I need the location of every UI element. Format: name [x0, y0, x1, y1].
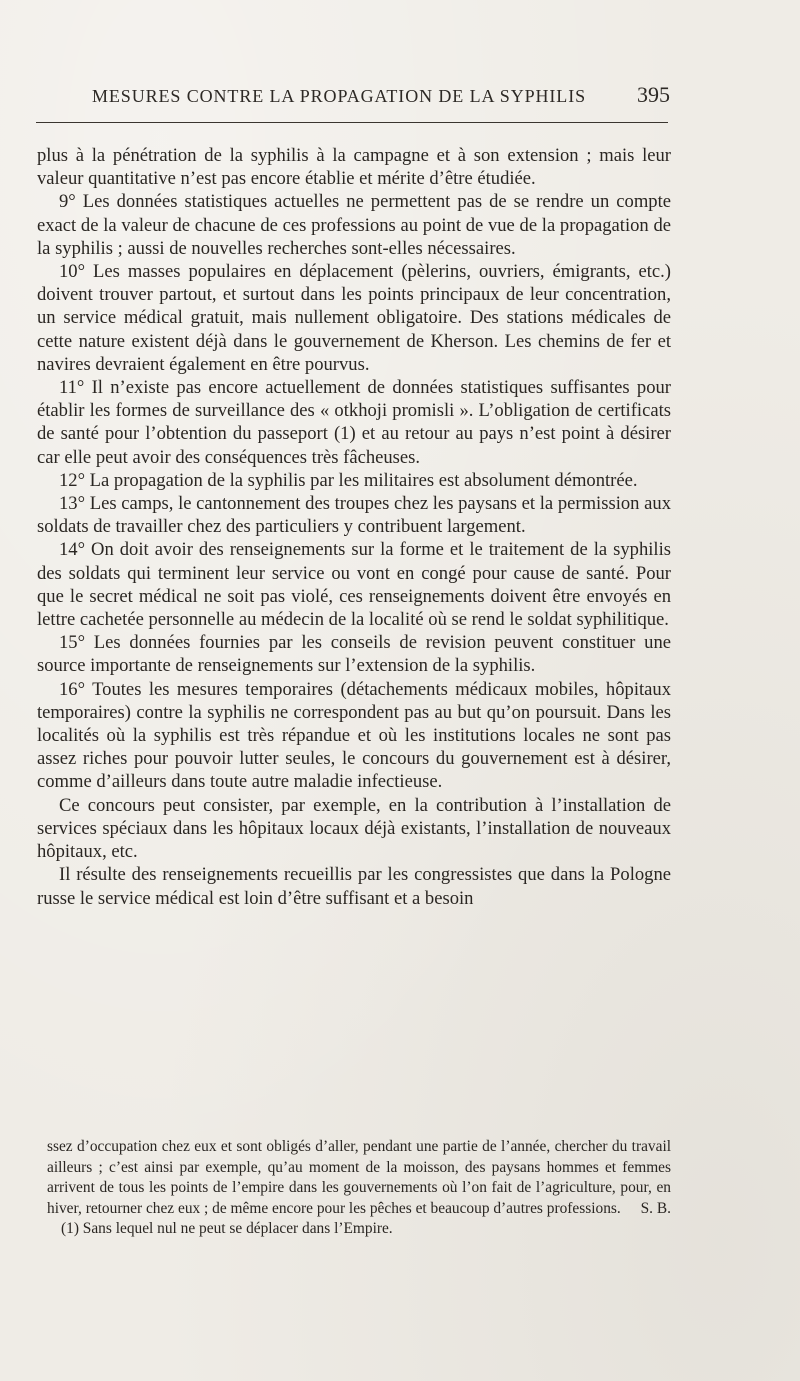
- running-title: MESURES CONTRE LA PROPAGATION DE LA SYPHILIS: [92, 86, 586, 106]
- footnote-signoff: S. B.: [640, 1199, 671, 1217]
- paragraph-item-10: 10° Les masses populaires en déplacement (pèlerins, ouvriers, émigrants, etc.) doivent trouver partout, et surtout dans les points principaux de leur concentration, un service médical gratuit, mais nullement obligatoire. Des stations médicales de cette nature existent déjà dans le gouvernement de Kherson. Les chemins de fer et navires devraient également en être pourvus.: [37, 261, 671, 375]
- paragraph-continuation: plus à la pénétration de la syphilis à la campagne et à son extension ; mais leur valeur quantitative n’est pas encore établie et mérite d’être étudiée.: [37, 145, 671, 190]
- paragraph-pologne: Il résulte des renseignements recueillis par les congressistes que dans la Pologne russe le service médical est loin d’être suffisant et a besoin: [37, 864, 671, 909]
- paragraph-item-13: 13° Les camps, le cantonnement des troupes chez les paysans et la permission aux soldats de travailler chez des particuliers y contribuent largement.: [37, 493, 671, 538]
- paragraph-item-9: 9° Les données statistiques actuelles ne permettent pas de se rendre un compte exact de la valeur de chacune de ces professions au point de vue de la propagation de la syphilis ; aussi de nouvelles recherches sont-elles nécessaires.: [37, 191, 671, 259]
- header-rule: [36, 122, 668, 123]
- paragraph-item-11: 11° Il n’existe pas encore actuellement de données statistiques suffisantes pour établir les formes de surveillance des « otkhoji promisli ». L’obligation de certificats de santé pour l’obtention du passeport (1) et au retour au pays n’est point à désirer car elle peut avoir des conséquences très fâcheuses.: [37, 377, 671, 468]
- paragraph-item-14: 14° On doit avoir des renseignements sur la forme et le traitement de la syphilis des soldats qui terminent leur service ou vont en congé pour cause de santé. Pour que le secret médical ne soit pas violé, ces renseignements doivent être envoyés en lettre cachetée personnelle au médecin de la localité où se rend le soldat syphilitique.: [37, 539, 671, 631]
- footnote-continuation-text: ssez d’occupation chez eux et sont obligés d’aller, pendant une partie de l’année, chercher du travail ailleurs ; c’est ainsi par exemple, qu’au moment de la moisson, des paysans hommes et femmes arrivent de tous les points de l’empire dans les gouvernements où l’on fait de l’agriculture, pour, en hiver, retourner chez eux ; de même encore pour les pêches et beaucoup d’autres professions.: [47, 1138, 671, 1217]
- paragraph-item-16: 16° Toutes les mesures temporaires (détachements médicaux mobiles, hôpitaux temporaires) contre la syphilis ne correspondent pas au but qu’on poursuit. Dans les localités où la syphilis est très répandue et où les institutions locales ne sont pas assez riches pour pouvoir lutter seules, le concours du gouvernement est à désirer, comme d’ailleurs dans toute autre maladie infectieuse.: [37, 678, 671, 793]
- footnote-continuation: [47, 1137, 671, 1219]
- footnote-1: (1) Sans lequel nul ne peut se déplacer dans l’Empire.: [61, 1220, 393, 1238]
- paragraph-concours: Ce concours peut consister, par exemple, en la contribution à l’installation de services spéciaux dans les hôpitaux locaux déjà existants, l’installation de nouveaux hôpitaux, etc.: [37, 794, 671, 863]
- paragraph-item-12: 12° La propagation de la syphilis par les militaires est absolument démontrée.: [59, 469, 638, 491]
- footnotes: [47, 1137, 671, 1240]
- paragraph-item-15: 15° Les données fournies par les conseils de revision peuvent constituer une source importante de renseignements sur l’extension de la syphilis.: [37, 632, 671, 677]
- page-number: 395: [637, 82, 670, 107]
- running-head: [36, 82, 670, 116]
- body-text: [37, 144, 671, 910]
